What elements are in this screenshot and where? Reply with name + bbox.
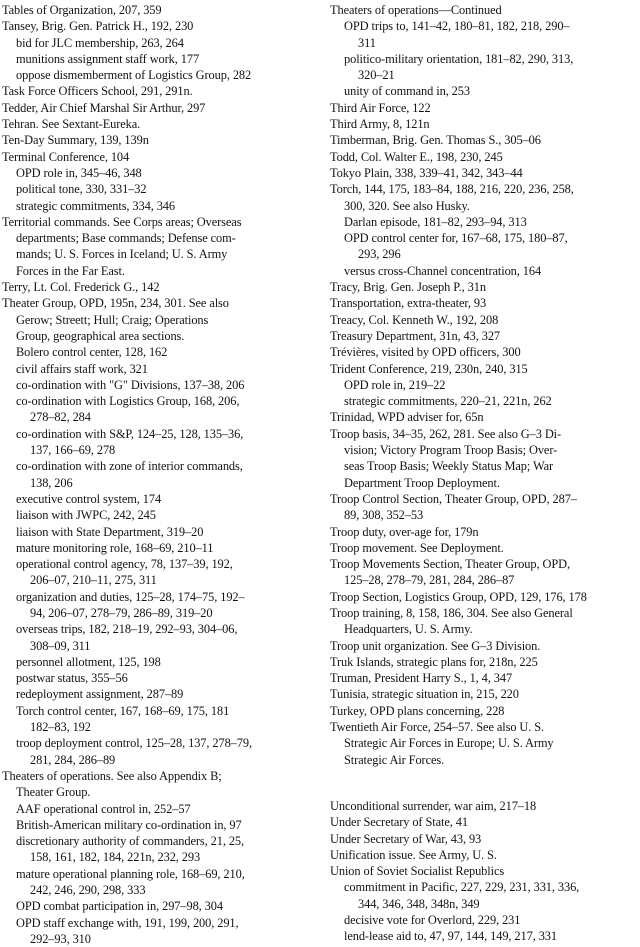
index-subentry: seas Troop Basis; Weekly Status Map; War: [344, 459, 554, 474]
index-entry: Treasury Department, 31n, 43, 327: [330, 328, 501, 343]
index-subentry: AAF operational control in, 252–57: [16, 801, 191, 816]
index-entry: Troop duty, over-age for, 179n: [330, 524, 479, 539]
index-entry: Tokyo Plain, 338, 339–41, 342, 343–44: [330, 165, 523, 180]
index-subentry: executive control system, 174: [16, 491, 162, 506]
index-subentry: OPD trips to, 141–42, 180–81, 182, 218, 290–: [344, 19, 570, 34]
index-entry: Tunisia, strategic situation in, 215, 220: [330, 687, 519, 702]
index-subentry: Headquarters, U. S. Army.: [344, 622, 473, 637]
index-entry: Transportation, extra-theater, 93: [330, 296, 487, 311]
index-subentry: oppose dismemberment of Logistics Group, 282: [16, 68, 252, 83]
index-subentry: liaison with State Department, 319–20: [16, 524, 204, 539]
index-subentry: politico-military orientation, 181–82, 290, 313,: [344, 51, 574, 66]
index-subentry: 320–21: [358, 68, 395, 83]
index-entry: Trinidad, WPD adviser for, 65n: [330, 410, 484, 425]
index-subentry: postwar status, 355–56: [16, 671, 128, 686]
index-subentry: redeployment assignment, 287–89: [16, 687, 184, 702]
index-subentry: overseas trips, 182, 218–19, 292–93, 304–06,: [16, 622, 238, 637]
index-entry: Tehran. See Sextant-Eureka.: [2, 117, 141, 132]
index-subentry: Theater Group.: [16, 785, 91, 800]
index-subentry: Forces in the Far East.: [16, 263, 125, 278]
index-subentry: lend-lease aid to, 47, 97, 144, 149, 217, 331: [344, 929, 557, 944]
index-subentry: 278–82, 284: [30, 410, 91, 425]
index-subentry: commitment in Pacific, 227, 229, 231, 331, 336,: [344, 880, 580, 895]
index-subentry: OPD control center for, 167–68, 175, 180–87,: [344, 231, 568, 246]
index-subentry: departments; Base commands; Defense com-: [16, 231, 236, 246]
index-subentry: liaison with JWPC, 242, 245: [16, 508, 156, 523]
index-subentry: 137, 166–69, 278: [30, 443, 116, 458]
index-subentry: co-ordination with S&P, 124–25, 128, 135–36,: [16, 426, 244, 441]
index-entry: Tedder, Air Chief Marshal Sir Arthur, 297: [2, 100, 206, 115]
index-entry: Unification issue. See Army, U. S.: [330, 847, 497, 862]
index-subentry: 292–93, 310: [30, 931, 91, 946]
index-subentry: OPD staff exchange with, 191, 199, 200, 291,: [16, 915, 239, 930]
index-subentry: Strategic Air Forces in Europe; U. S. Army: [344, 736, 554, 751]
index-subentry: 89, 308, 352–53: [344, 508, 424, 523]
index-entry: Union of Soviet Socialist Republics: [330, 864, 505, 879]
index-entry: Under Secretary of War, 43, 93: [330, 831, 482, 846]
index-entry: Theaters of operations. See also Appendix B;: [2, 768, 222, 783]
index-subentry: co-ordination with "G" Divisions, 137–38, 206: [16, 377, 245, 392]
index-subentry: 138, 206: [30, 475, 73, 490]
index-entry: Troop movement. See Deployment.: [330, 540, 504, 555]
index-entry: Unconditional surrender, war aim, 217–18: [330, 798, 537, 813]
index-entry: Tansey, Brig. Gen. Patrick H., 192, 230: [2, 19, 194, 34]
index-entry: Terry, Lt. Col. Frederick G., 142: [2, 280, 160, 295]
index-subentry: OPD role in, 219–22: [344, 377, 446, 392]
index-subentry: OPD combat participation in, 297–98, 304: [16, 899, 223, 914]
index-entry: Third Air Force, 122: [330, 100, 431, 115]
index-entry: Twentieth Air Force, 254–57. See also U. S.: [330, 720, 545, 735]
index-subentry: OPD role in, 345–46, 348: [16, 165, 142, 180]
index-subentry: Bolero control center, 128, 162: [16, 345, 168, 360]
index-subentry: 94, 206–07, 278–79, 286–89, 319–20: [30, 605, 213, 620]
index-subentry: vision; Victory Program Troop Basis; Over-: [344, 443, 558, 458]
index-subentry: personnel allotment, 125, 198: [16, 654, 161, 669]
index-entry: Ten-Day Summary, 139, 139n: [2, 133, 149, 148]
index-subentry: troop deployment control, 125–28, 137, 278–79,: [16, 736, 252, 751]
index-entry: Theaters of operations—Continued: [330, 3, 502, 17]
index-subentry: versus cross-Channel concentration, 164: [344, 263, 542, 278]
index-entry: Troop Control Section, Theater Group, OPD, 287–: [330, 491, 577, 506]
index-subentry: civil affairs staff work, 321: [16, 361, 148, 376]
index-entry: Torch, 144, 175, 183–84, 188, 216, 220, 236, 258,: [330, 182, 574, 197]
index-entry: Under Secretary of State, 41: [330, 815, 468, 830]
index-subentry: strategic commitments, 334, 346: [16, 198, 175, 213]
index-subentry: unity of command in, 253: [344, 84, 470, 99]
index-entry: Tracy, Brig. Gen. Joseph P., 31n: [330, 280, 486, 295]
index-entry: Troop training, 8, 158, 186, 304. See also General: [330, 605, 573, 620]
index-subentry: 242, 246, 290, 298, 333: [30, 883, 146, 898]
index-entry: Troop unit organization. See G–3 Division.: [330, 638, 541, 653]
index-subentry: decisive vote for Overlord, 229, 231: [344, 913, 521, 928]
index-entry: Todd, Col. Walter E., 198, 230, 245: [330, 149, 503, 164]
index-subentry: 300, 320. See also Husky.: [344, 198, 470, 213]
index-entry: Truk Islands, strategic plans for, 218n, 225: [330, 654, 538, 669]
index-subentry: bid for JLC membership, 263, 264: [16, 35, 184, 50]
index-subentry: Department Troop Deployment.: [344, 475, 500, 490]
index-entry: Treacy, Col. Kenneth W., 192, 208: [330, 312, 499, 327]
section-gap: [330, 768, 638, 798]
index-subentry: mature operational planning role, 168–69, 210,: [16, 866, 245, 881]
index-entry: Timberman, Brig. Gen. Thomas S., 305–06: [330, 133, 541, 148]
index-entry: Turkey, OPD plans concerning, 228: [330, 703, 505, 718]
index-column-right: [330, 2, 638, 945]
index-subentry: 344, 346, 348, 348n, 349: [358, 896, 480, 911]
index-entry: Task Force Officers School, 291, 291n.: [2, 84, 193, 99]
index-entry: Third Army, 8, 121n: [330, 117, 430, 132]
index-entry: Trévières, visited by OPD officers, 300: [330, 345, 521, 360]
index-subentry: Group, geographical area sections.: [16, 328, 185, 343]
index-subentry: 158, 161, 182, 184, 221n, 232, 293: [30, 850, 201, 865]
index-subentry: organization and duties, 125–28, 174–75, 192–: [16, 589, 245, 604]
index-entry: Theater Group, OPD, 195n, 234, 301. See also: [2, 296, 229, 311]
index-subentry: 182–83, 192: [30, 720, 91, 735]
index-subentry: co-ordination with Logistics Group, 168, 206,: [16, 394, 240, 409]
index-column-left: [2, 2, 314, 947]
index-entry: Truman, President Harry S., 1, 4, 347: [330, 671, 513, 686]
index-subentry: political tone, 330, 331–32: [16, 182, 147, 197]
index-subentry: 308–09, 311: [30, 638, 91, 653]
index-entry: Tables of Organization, 207, 359: [2, 3, 162, 17]
index-entry: Troop basis, 34–35, 262, 281. See also G–3 Di-: [330, 426, 562, 441]
index-subentry: 281, 284, 286–89: [30, 752, 116, 767]
index-subentry: mature monitoring role, 168–69, 210–11: [16, 540, 214, 555]
index-subentry: mands; U. S. Forces in Iceland; U. S. Army: [16, 247, 228, 262]
index-subentry: 293, 296: [358, 247, 401, 262]
index-subentry: co-ordination with zone of interior commands,: [16, 459, 243, 474]
index-subentry: 125–28, 278–79, 281, 284, 286–87: [344, 573, 515, 588]
index-subentry: Torch control center, 167, 168–69, 175, 181: [16, 703, 230, 718]
index-subentry: 311: [358, 35, 376, 50]
index-entry: Trident Conference, 219, 230n, 240, 315: [330, 361, 528, 376]
index-entry: Terminal Conference, 104: [2, 149, 130, 164]
index-subentry: 206–07, 210–11, 275, 311: [30, 573, 157, 588]
index-subentry: Strategic Air Forces.: [344, 752, 445, 767]
index-subentry: Darlan episode, 181–82, 293–94, 313: [344, 214, 527, 229]
index-entry: Troop Section, Logistics Group, OPD, 129, 176, 178: [330, 589, 587, 604]
index-entry: Territorial commands. See Corps areas; Overseas: [2, 214, 242, 229]
index-subentry: Gerow; Streett; Hull; Craig; Operations: [16, 312, 209, 327]
index-subentry: operational control agency, 78, 137–39, 192,: [16, 557, 233, 572]
index-subentry: munitions assignment staff work, 177: [16, 51, 200, 66]
index-subentry: strategic commitments, 220–21, 221n, 262: [344, 394, 552, 409]
index-entry: Troop Movements Section, Theater Group, OPD,: [330, 557, 570, 572]
index-subentry: discretionary authority of commanders, 21, 25,: [16, 834, 245, 849]
index-subentry: British-American military co-ordination in, 97: [16, 817, 242, 832]
